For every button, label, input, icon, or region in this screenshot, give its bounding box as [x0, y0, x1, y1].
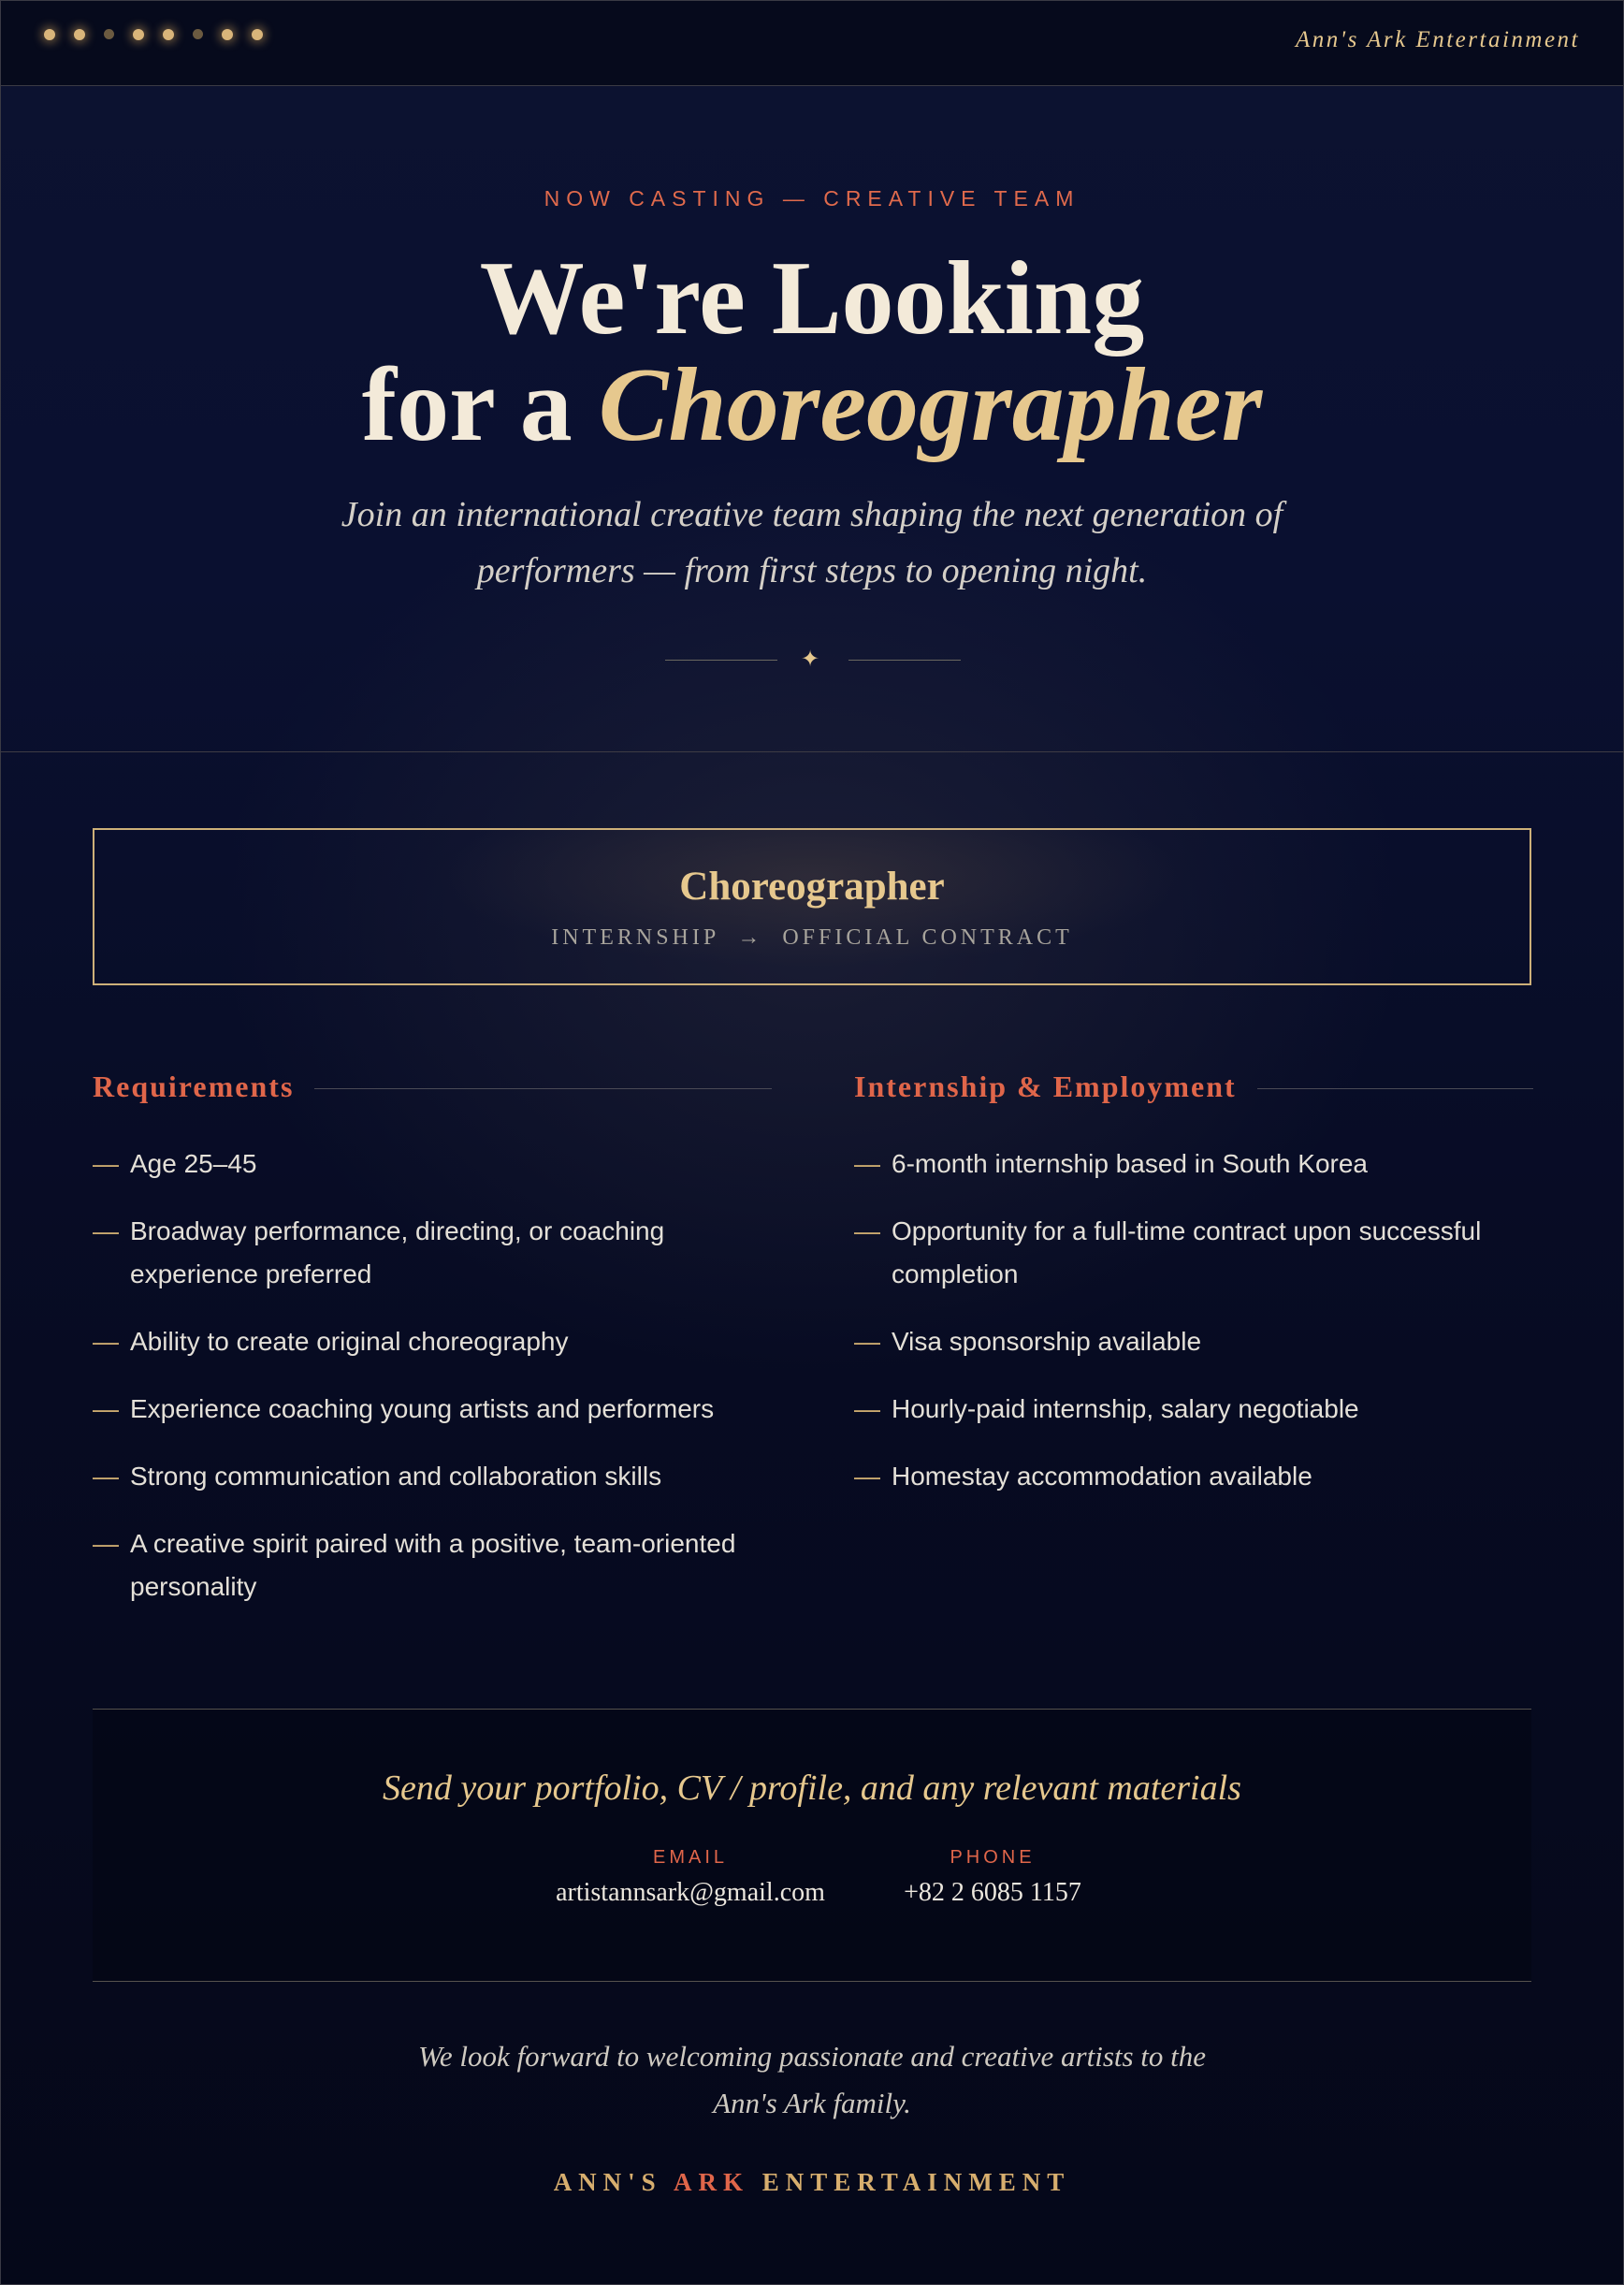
role-path	[94, 925, 1530, 951]
closing-message	[1, 2033, 1623, 2127]
list-item-text: Age 25–45	[130, 1149, 257, 1178]
contact-section	[93, 1709, 1531, 1982]
top-bar	[1, 1, 1623, 86]
requirements-list	[93, 1142, 772, 1633]
contact-lead: Send your portfolio, CV / profile, and any relevant materials	[383, 1768, 1241, 1808]
list-item	[93, 1388, 772, 1431]
footer-brand	[1, 2168, 1623, 2197]
ornament-line-left	[665, 660, 777, 661]
list-item	[854, 1210, 1533, 1296]
dash-bullet-icon: —	[93, 1462, 119, 1491]
hero-eyebrow: NOW CASTING — CREATIVE TEAM	[544, 186, 1080, 211]
role-card	[93, 828, 1531, 985]
email-link[interactable]: artistannsark@gmail.com	[556, 1878, 825, 1907]
list-item	[854, 1455, 1533, 1498]
role-title: Choreographer	[679, 865, 945, 909]
footer-brand-pre: ANN'S	[553, 2168, 662, 2196]
light-bulb-icon	[193, 29, 203, 39]
arrow-right-icon: →	[737, 925, 764, 950]
hero-title-line2	[1, 347, 1623, 463]
list-item-text: 6-month internship based in South Korea	[892, 1149, 1368, 1178]
light-bulb-icon	[163, 29, 174, 40]
email-label: EMAIL	[652, 1847, 729, 1868]
closing-line1: We look forward to welcoming passionate and creative artists to the	[417, 2040, 1207, 2073]
hero-lede: Join an international creative team shaping the next generation of performers — from first steps to opening night.	[341, 495, 1283, 590]
footer-brand-post: ENTERTAINMENT	[761, 2168, 1071, 2196]
list-item-text: Opportunity for a full-time contract upon successful completion	[892, 1216, 1482, 1288]
ornament-line-right	[848, 660, 961, 661]
hero-title-line1: We're Looking	[479, 240, 1145, 357]
list-item	[854, 1388, 1533, 1431]
list-item-text: Ability to create original choreography	[130, 1327, 569, 1356]
dash-bullet-icon: —	[93, 1149, 119, 1178]
email-block	[536, 1847, 845, 1908]
dash-bullet-icon: —	[93, 1394, 119, 1423]
employment-list	[854, 1142, 1533, 1522]
hero-title-prefix: for a	[361, 347, 573, 463]
light-bulb-icon	[222, 29, 233, 40]
dash-bullet-icon: —	[854, 1394, 880, 1423]
light-bulb-icon	[252, 29, 263, 40]
role-path-to: OFFICIAL CONTRACT	[782, 925, 1073, 950]
dash-bullet-icon: —	[854, 1327, 880, 1356]
employment-rule	[1257, 1088, 1533, 1089]
list-item-text: Strong communication and collaboration skills	[130, 1462, 662, 1491]
list-item-text: A creative spirit paired with a positive, team-oriented personality	[130, 1529, 736, 1601]
dash-bullet-icon: —	[854, 1462, 880, 1491]
light-bulb-icon	[74, 29, 85, 40]
header-brand: Ann's Ark Entertainment	[1295, 27, 1580, 52]
list-item	[93, 1522, 772, 1608]
list-item	[854, 1320, 1533, 1363]
hero-title	[1, 240, 1623, 463]
hero-title-accent: Choreographer	[598, 347, 1263, 463]
light-bulb-icon	[44, 29, 55, 40]
list-item	[93, 1455, 772, 1498]
light-bulb-icon	[104, 29, 114, 39]
footer-brand-mid: ARK	[673, 2168, 749, 2196]
list-item-text: Visa sponsorship available	[892, 1327, 1202, 1356]
requirements-section	[93, 1068, 772, 1601]
hero-section	[1, 86, 1623, 752]
list-item	[93, 1142, 772, 1186]
list-item-text: Broadway performance, directing, or coaching experience preferred	[130, 1216, 665, 1288]
star-icon: ✦	[801, 647, 820, 672]
requirements-header	[93, 1068, 772, 1105]
ornament-divider	[1, 646, 1623, 674]
dash-bullet-icon: —	[854, 1149, 880, 1178]
dash-bullet-icon: —	[93, 1327, 119, 1356]
phone-block	[880, 1847, 1105, 1908]
dash-bullet-icon: —	[854, 1216, 880, 1245]
requirements-rule	[314, 1088, 772, 1089]
list-item	[854, 1142, 1533, 1186]
list-item-text: Hourly-paid internship, salary negotiable	[892, 1394, 1359, 1423]
phone-link[interactable]: +82 2 6085 1157	[904, 1878, 1081, 1907]
requirements-heading: Requirements	[93, 1070, 295, 1103]
marquee-lights	[44, 29, 263, 40]
role-path-from: INTERNSHIP	[551, 925, 719, 950]
light-bulb-icon	[133, 29, 144, 40]
employment-header	[854, 1068, 1533, 1105]
closing-line2: Ann's Ark family.	[713, 2087, 911, 2119]
list-item-text: Homestay accommodation available	[892, 1462, 1312, 1491]
list-item	[93, 1320, 772, 1363]
phone-label: PHONE	[950, 1847, 1036, 1868]
list-item-text: Experience coaching young artists and performers	[130, 1394, 715, 1423]
dash-bullet-icon: —	[93, 1216, 119, 1245]
employment-section	[854, 1068, 1533, 1491]
dash-bullet-icon: —	[93, 1529, 119, 1558]
employment-heading: Internship & Employment	[854, 1070, 1237, 1103]
list-item	[93, 1210, 772, 1296]
